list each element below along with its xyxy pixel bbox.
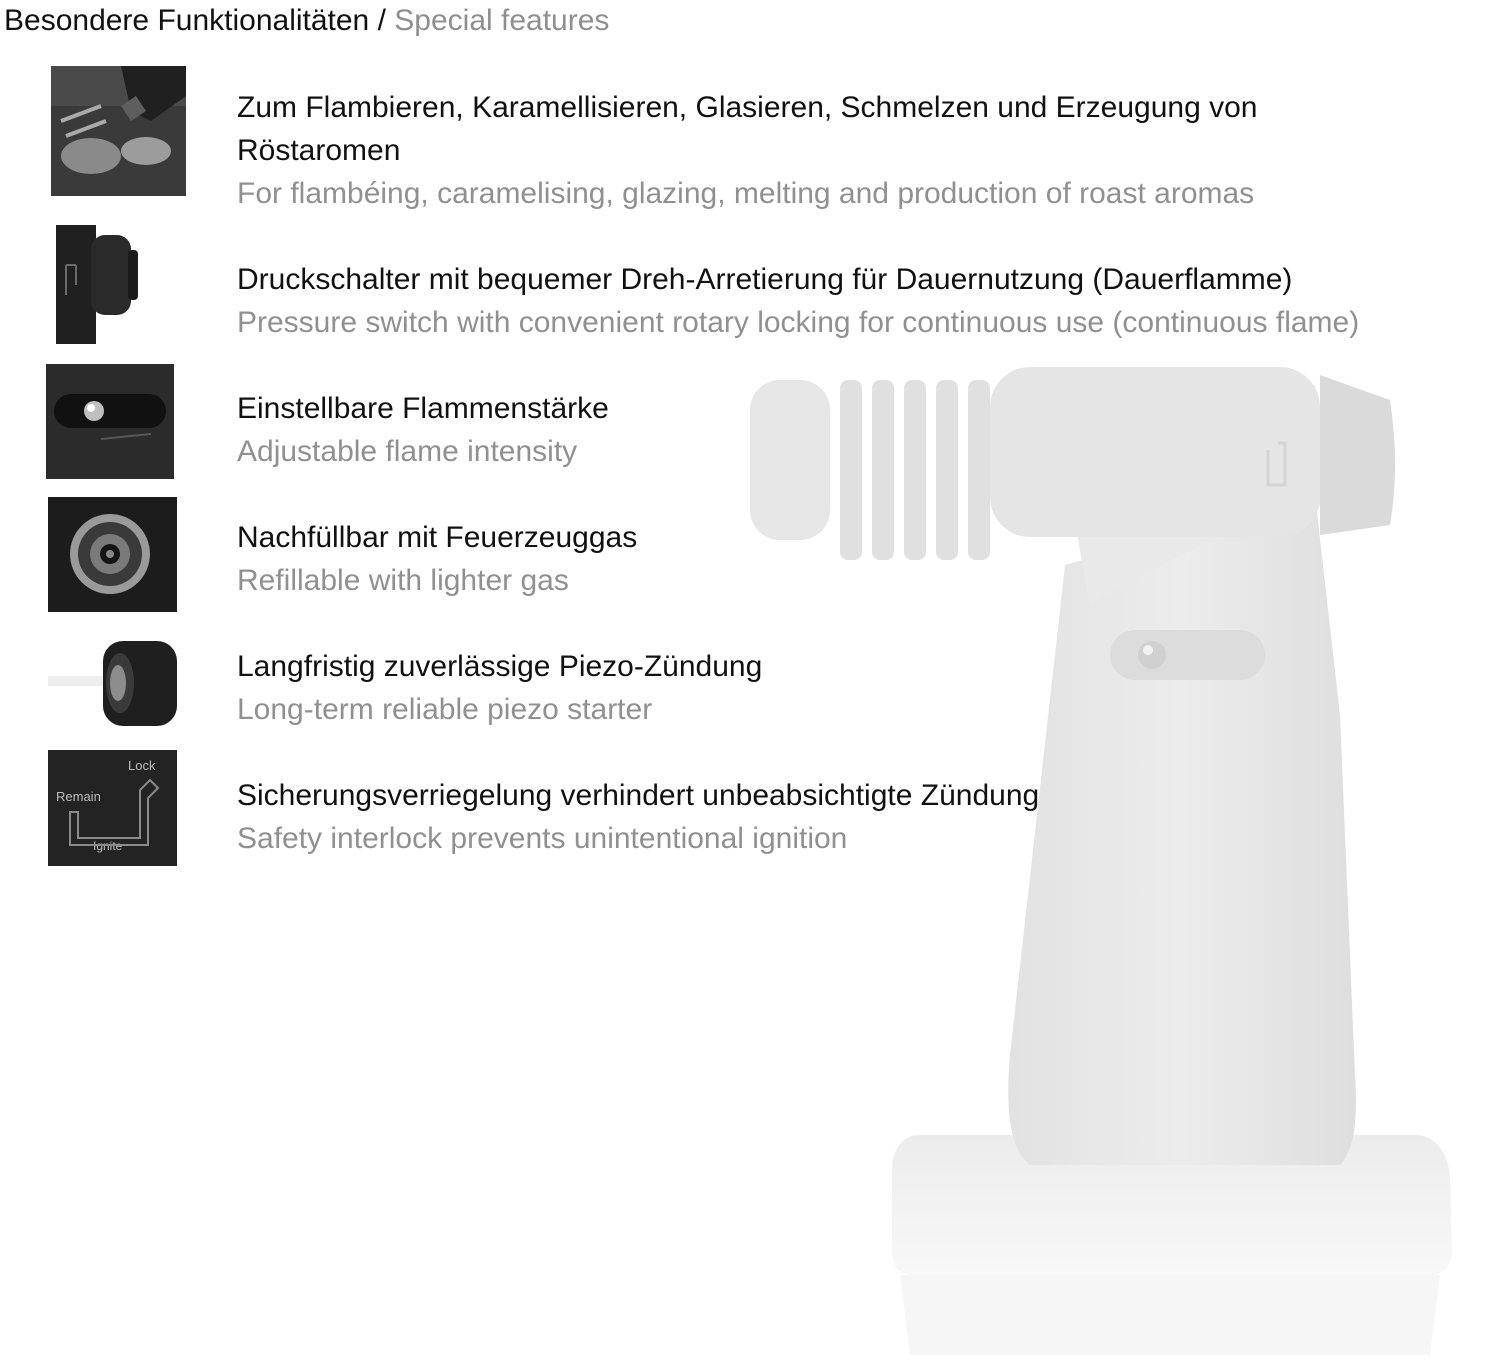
remain-label: Remain xyxy=(56,789,101,804)
feature-title-en: Refillable with lighter gas xyxy=(237,564,569,597)
feature-title-de: Langfristig zuverlässige Piezo-Zündung xyxy=(237,650,763,683)
feature-title-de: Nachfüllbar mit Feuerzeuggas xyxy=(237,521,638,554)
safety-lock-icon xyxy=(48,750,177,866)
title-german: Besondere Funktionalitäten xyxy=(4,4,370,37)
pressure-switch-icon xyxy=(56,225,138,344)
food-torch-icon xyxy=(51,66,186,196)
feature-title-de-cont: Röstaromen xyxy=(237,134,401,167)
feature-title-de: Druckschalter mit bequemer Dreh-Arretierung für Dauernutzung (Dauerflamme) xyxy=(237,263,1293,296)
piezo-nozzle-icon xyxy=(48,636,177,729)
flame-slider-icon xyxy=(46,364,174,479)
feature-title-de: Zum Flambieren, Karamellisieren, Glasieren, Schmelzen und Erzeugung von xyxy=(237,91,1258,124)
lock-label: Lock xyxy=(128,758,156,773)
feature-title-en: Long-term reliable piezo starter xyxy=(237,693,653,726)
feature-title-en: Pressure switch with convenient rotary locking for continuous use (continuous flame) xyxy=(237,306,1360,339)
feature-title-en: For flambéing, caramelising, glazing, melting and production of roast aromas xyxy=(237,177,1255,210)
page-title xyxy=(4,2,609,40)
title-english: Special features xyxy=(394,4,610,37)
ignite-label: Ignite xyxy=(93,839,123,853)
refill-valve-icon xyxy=(48,497,177,612)
feature-title-de: Sicherungsverriegelung verhindert unbeabsichtigte Zündung xyxy=(237,779,1040,812)
feature-title-de: Einstellbare Flammenstärke xyxy=(237,392,609,425)
feature-title-en: Adjustable flame intensity xyxy=(237,435,578,468)
title-separator: / xyxy=(377,4,386,37)
feature-title-en: Safety interlock prevents unintentional ignition xyxy=(237,822,848,855)
